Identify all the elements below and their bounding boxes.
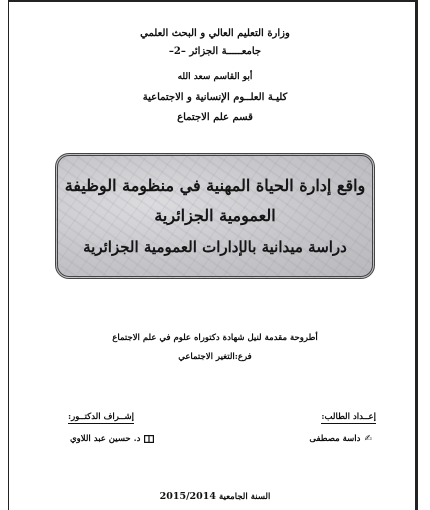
supervisor-name: د. حسين عبد اللاوي: [70, 434, 141, 444]
supervisor-name-row: [70, 434, 154, 444]
supervisor-label: إشــراف الدكتــور:: [68, 412, 134, 422]
university-namesake: أبو القاسم سعد الله: [177, 72, 253, 82]
ministry-heading: وزارة التعليم العالي و البحث العلمي: [140, 28, 290, 39]
title-box: [55, 153, 375, 279]
university-heading: جامعـــــة الجزائر –2–: [168, 46, 262, 57]
faculty-heading: كليـة العلــوم الإنسانية و الاجتماعية: [142, 92, 288, 103]
title-line-3: دراسة ميدانية بالإدارات العمومية الجزائرية: [83, 238, 347, 256]
student-name-row: [309, 434, 372, 444]
academic-year: [0, 491, 430, 502]
thesis-description: أطروحة مقدمة لنيل شهادة دكتوراه علوم في علم الاجتماع: [112, 333, 318, 343]
thesis-branch: فرع:التغير الاجتماعي: [178, 352, 252, 362]
student-label: إعــداد الطالب:: [321, 412, 376, 422]
department-heading: قسم علم الاجتماع: [177, 112, 253, 123]
academic-year-value: 2015/2014: [159, 491, 216, 502]
book-icon: [144, 435, 154, 443]
title-line-2: العمومية الجزائرية: [154, 206, 276, 225]
title-line-1: واقع إدارة الحياة المهنية في منظومة الوظيفة: [64, 176, 366, 195]
academic-year-label: السنة الجامعية: [218, 492, 271, 502]
pen-icon: ✍: [364, 433, 372, 444]
student-name: داسة مصطفى: [309, 434, 361, 444]
